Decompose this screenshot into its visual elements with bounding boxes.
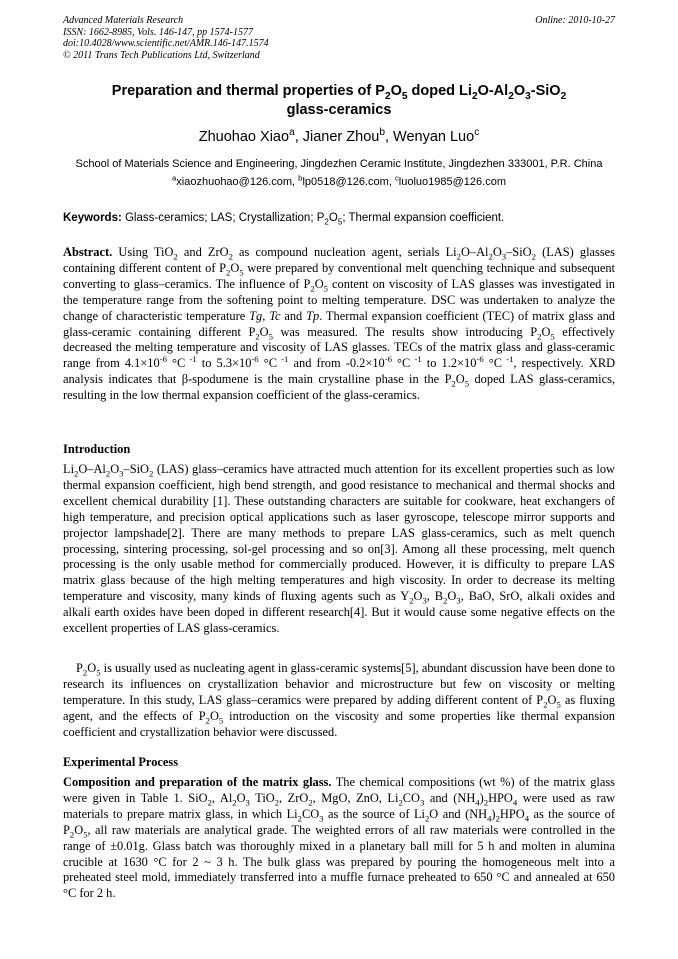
- doi-line: doi:10.4028/www.scientific.net/AMR.146-147.1574: [63, 38, 269, 49]
- email-c[interactable]: luoluo1985@126.com: [398, 176, 506, 188]
- keywords: Keywords: Glass-ceramics; LAS; Crystallization; $P_2O_5$; Thermal expansion coefficient.: [63, 212, 505, 227]
- subsection-lead: Composition and preparation of the matrix glass.: [63, 775, 332, 789]
- author-emails: $^a$xiaozhuohao@126.com, $^b$lp0518@126.com, $^c$luoluo1985@126.com: [172, 173, 506, 188]
- author-list: Zhuohao Xiao$^a$, Jianer Zhou$^b$, Wenyan Luo$^c$: [198, 127, 480, 145]
- paper-title: Preparation and thermal properties of $P_2O_5$ doped $Li_2O-Al_2O_3-SiO_2$ glass-ceramics: [111, 83, 567, 118]
- journal-header: [63, 15, 269, 61]
- author-3: Wenyan Luo: [393, 129, 475, 145]
- introduction-heading: Introduction: [63, 442, 131, 456]
- abstract: Abstract. Using TiO$_2$ and ZrO$_2$ as compound nucleation agent, serials $Li_2O-Al_2O_3-SiO_2$ (LAS) glasses containing different content of $P_2O_5$ were prepared by conventional melt quenching technique and subsequent converting to glass–ceramics. The influence of $P_2O_5$ content on viscosity of LAS glasses was investigated in the temperature range from the softening point to melting temperature. DSC was undertaken to analyze the change of characteristic temperature Tg, Tc and Tp. Thermal expansion coefficient (TEC) of matrix glass and glass-ceramic containing different $P_2O_5$ was measured. The results show introducing $P_2O_5$ effectively decreased the melting temperature and viscosity of LAS glasses. TECs of the matrix glass and glass-ceramic range from $4.1\times 10^{-6}$ °C $^{-1}$ to $5.3\times 10^{-6}$ °C $^{-1}$ and from $-0.2\times 10^{-6}$ °C $^{-1}$ to $1.2\times 10^{-6}$ °C $^{-1}$, respectively. XRD analysis indicates that β-spodumene is the main crystalline phase in the $P_2O_5$ doped LAS glass-ceramics, resulting in the low thermal expansion coefficient of the glass-ceramics.: [63, 245, 616, 403]
- keywords-label: Keywords:: [63, 212, 122, 224]
- experimental-heading: Experimental Process: [63, 755, 179, 769]
- author-2: Jianer Zhou: [302, 129, 380, 145]
- copyright-line: © 2011 Trans Tech Publications Ltd, Switzerland: [63, 49, 260, 61]
- author-1: Zhuohao Xiao: [198, 129, 290, 145]
- online-date: Online: 2010-10-27: [535, 15, 615, 26]
- introduction-paragraph-1: $Li_2O-Al_2O_3-SiO_2$ (LAS) glass–ceramics have attracted much attention for its excellent properties such as low thermal expansion coefficient, high bend strength, and good resistance to mechanical and thermal shocks and excellent chemical durability [1]. These outstanding characters are suitable for cookware, heat exchangers of high temperature, and precision optical applications such as laser gyroscope, telescope mirror supports and projector lampshade[2]. There are many methods to prepare LAS glass-ceramics, such as melt quench processing, sintering processing, sol-gel processing and so on[3]. Among all these processing, melt quench processing is the only usable method for commercially produced. However, it is difficulty to prepare LAS matrix glass because of the high melting temperatures and high viscosity. In order to decrease its melting temperature and viscosity, many kinds of fluxing agents such as $Y_2O_3$, $B_2O_3$, BaO, SrO, alkali oxides and alkali earth oxides have been doped in different research[4]. But it would cause some negative effects on the excellent properties of LAS glass-ceramics.: [63, 462, 615, 636]
- title-line-2: glass-ceramics: [286, 102, 392, 118]
- email-b[interactable]: lp0518@126.com: [302, 176, 389, 188]
- abstract-label: Abstract.: [63, 245, 113, 259]
- experimental-paragraph-1: Composition and preparation of the matrix glass. The chemical compositions (wt %) of the matrix glass were given in Table 1. SiO$_2$, $Al_2O_3$ TiO$_2$, ZrO$_2$, MgO, ZnO, $Li_2CO_3$ and $(NH_4)_2HPO_4$ were used as raw materials to prepare matrix glass, in which $Li_2CO_3$ as the source of $Li_2O$ and $(NH_4)_2HPO_4$ as the source of $P_2O_5$, all raw materials are analytical grade. The weighted errors of all raw materials were controlled in the range of ±0.01g. Glass batch was thoroughly mixed in a planetary ball mill for 5 h and molten in alumina crucible at 1630 °C for 2 ~ 3 h. The bulk glass was prepared by pouring the homogeneous melt into a preheated steel mold, immediately transferred into a muffle furnace preheated to 650 °C and annealed at 650 °C for 2 h.: [63, 775, 616, 901]
- journal-name: Advanced Materials Research: [63, 15, 184, 26]
- introduction-paragraph-2: $P_2O_5$ is usually used as nucleating agent in glass-ceramic systems[5], abundant discussion have been done to research its influences on crystallization behavior and microstructure but few on viscosity or melting temperature. In this study, LAS glass–ceramics were prepared by adding different content of $P_2O_5$ as fluxing agent, and the effects of $P_2O_5$ introduction on the viscosity and some properties like thermal expansion coefficient and crystallization behavior were discussed.: [63, 661, 615, 739]
- email-a[interactable]: xiaozhuohao@126.com: [176, 176, 293, 188]
- affiliation: School of Materials Science and Engineering, Jingdezhen Ceramic Institute, Jingdezhen 333001, P.R. China: [75, 158, 603, 170]
- issn-line: ISSN: 1662-8985, Vols. 146-147, pp 1574-1577: [63, 26, 253, 38]
